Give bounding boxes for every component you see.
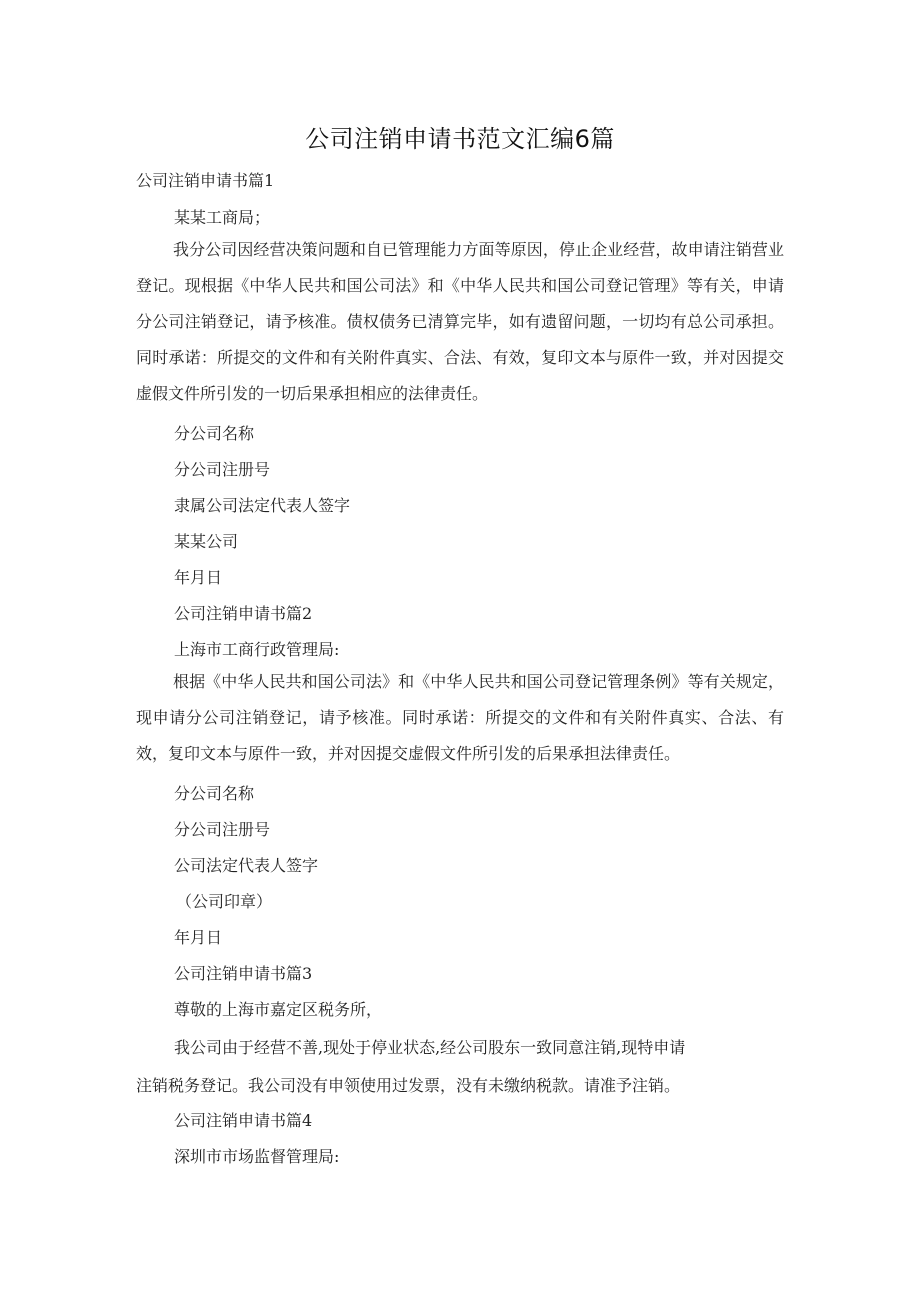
- field-branch-reg-no-1: 分公司注册号: [174, 460, 271, 479]
- body-paragraph-1: 我分公司因经营决策问题和自已管理能力方面等原因，停止企业经营，故申请注销营业登记。现根据《中华人民共和国公司法》和《中华人民共和国公司登记管理》等有关，申请分公司注销登记，请予核准。债权债务已清算完毕，如有遗留问题，一切均有总公司承担。同时承诺：所提交的文件和有关附件真实、合法、有效，复印文本与原件一致，并对因提交虚假文件所引发的一切后果承担相应的法律责任。: [136, 240, 784, 403]
- salutation-4: 深圳市市场监督管理局:: [174, 1147, 340, 1166]
- company-name-1: 某某公司: [174, 532, 239, 551]
- salutation-3: 尊敬的上海市嘉定区税务所，: [174, 1000, 383, 1019]
- company-seal-2: （公司印章）: [176, 892, 273, 911]
- body-line-3a: 我公司由于经营不善,现处于停业状态,经公司股东一致同意注销,现特申请: [174, 1038, 686, 1057]
- field-signature-1: 隶属公司法定代表人签字: [174, 496, 351, 515]
- section-heading-2: 公司注销申请书篇2: [174, 604, 313, 623]
- field-branch-name-1: 分公司名称: [174, 424, 255, 443]
- section-heading-3: 公司注销申请书篇3: [174, 964, 313, 983]
- document-title: 公司注销申请书范文汇编6篇: [305, 125, 615, 153]
- field-signature-2: 公司法定代表人签字: [174, 856, 319, 875]
- field-branch-reg-no-2: 分公司注册号: [174, 820, 271, 839]
- salutation-1: 某某工商局；: [174, 208, 271, 227]
- body-line-3b: 注销税务登记。我公司没有申领使用过发票，没有未缴纳税款。请准予注销。: [136, 1076, 681, 1095]
- section-heading-1: 公司注销申请书篇1: [136, 171, 275, 190]
- salutation-2: 上海市工商行政管理局:: [174, 640, 340, 659]
- field-branch-name-2: 分公司名称: [174, 784, 255, 803]
- date-line-2: 年月日: [174, 928, 223, 947]
- date-line-1: 年月日: [174, 568, 223, 587]
- body-paragraph-2: 根据《中华人民共和国公司法》和《中华人民共和国公司登记管理条例》等有关规定，现申请分公司注销登记，请予核准。同时承诺：所提交的文件和有关附件真实、合法、有效，复印文本与原件一致，并对因提交虚假文件所引发的后果承担法律责任。: [136, 672, 784, 763]
- section-heading-4: 公司注销申请书篇4: [174, 1111, 313, 1130]
